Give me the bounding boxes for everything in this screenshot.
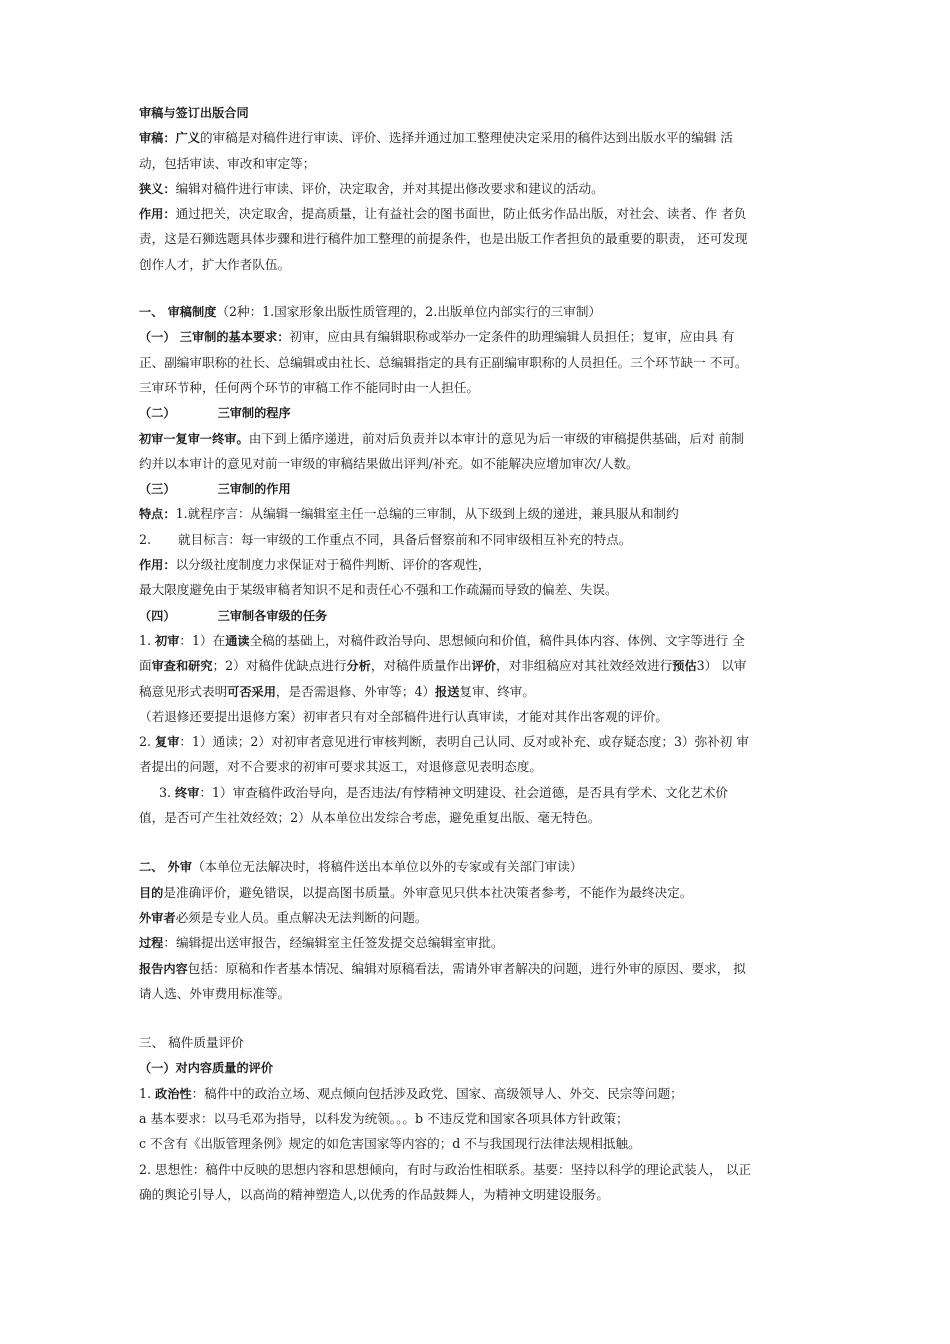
s2-line-4: 报告内容包括：原稿和作者基本情况、编辑对原稿看法，需请外审者解决的问题，进行外审的原因、要求， 拟	[139, 960, 746, 976]
s1-c-line-3: 作用：以分级社度制度力求保证对于稿件判断、评价的客观性，	[139, 557, 491, 573]
intro-line-5: 责，这是石狮选题具体步骤和进行稿件加工整理的前提条件，也是出版工作者担负的最重要的职责， 还可发现	[139, 231, 748, 247]
s1-d-line-5: 2. 复审：1）通读；2）对初审者意见进行审核判断，表明自己认同、反对或补充、或存疑态度；3）弥补初 审	[139, 734, 749, 750]
intro-line-1: 审稿：广义的审稿是对稿件进行审读、评价、选择并通过加工整理使决定采用的稿件达到出版水平的编辑 活	[139, 130, 733, 146]
section-3-heading: 三、 稿件质量评价	[139, 1035, 244, 1051]
s1-a-line-1: （一） 三审制的基本要求：初审，应由具有编辑职称或举办一定条件的助理编辑人员担任；复审，应由具 有	[139, 329, 735, 345]
s1-b-line-2: 约并以本审计的意见对前一审级的审稿结果做出评判/补充。如不能解决应增加审次/人数。	[139, 455, 639, 471]
s1-c-line-4: 最大限度避免由于某级审稿者知识不足和责任心不强和工作疏漏而导致的偏差、失误。	[139, 582, 618, 598]
s1-d-line-8: 值，是否可产生社效经效；2）从本单位出发综合考虑，避免重复出版、毫无特色。	[139, 810, 601, 826]
section-1-heading: 一、 审稿制度（2种：1.国家形象出版性质管理的，2.出版单位内部实行的三审制）	[139, 304, 602, 320]
s1-c-heading: （三） 三审制的作用	[139, 482, 291, 497]
doc-title	[139, 100, 829, 125]
s3-line-1: 1. 政治性：稿件中的政治立场、观点倾向包括涉及政党、国家、高级领导人、外交、民宗等问题；	[139, 1085, 683, 1101]
s1-d-line-4: （若退修还要提出退修方案）初审者只有对全部稿件进行认真审读，才能对其作出客观的评价。	[139, 708, 668, 724]
s3-line-3: c 不含有《出版管理条例》规定的如危害国家等内容的；d 不与我国现行法律法规相抵触。	[139, 1136, 641, 1152]
s3-line-4: 2. 思想性：稿件中反映的思想内容和思想倾向，有时与政治性相联系。基要：坚持以科学的理论武装人， 以正	[139, 1161, 751, 1177]
intro-line-6: 创作人才，扩大作者队伍。	[139, 256, 291, 272]
s2-line-5: 请人选、外审费用标准等。	[139, 985, 291, 1001]
s2-line-1: 目的是准确评价，避免错误，以提高图书质量。外审意见只供本社决策者参考，不能作为最终决定。	[139, 884, 693, 900]
s1-d-line-1: 1. 初审：1）在通读全稿的基础上，对稿件政治导向、思想倾向和价值，稿件具体内容、体例、文字等进行 全	[139, 632, 745, 648]
section-gap	[139, 830, 829, 854]
intro-line-2: 动，包括审读、审改和审定等；	[139, 155, 316, 171]
s2-line-2: 外审者必须是专业人员。重点解决无法判断的问题。	[139, 909, 428, 925]
s1-b-line-1: 初审一复审一终审。由下到上循序递进，前对后负责并以本审计的意见为后一审级的审稿提供基础，后对 前制	[139, 430, 744, 446]
s1-c-line-1: 特点：1.就程序言：从编辑一编辑室主任一总编的三审制，从下级到上级的递进，兼具服从和制约	[139, 506, 679, 522]
s1-d-line-6: 者提出的问题，对不合要求的初审可要求其返工，对退修意见表明态度。	[139, 759, 542, 775]
s1-c-line-2: 2. 就目标言：每一审级的工作重点不同，具备后督察前和不同审级相互补充的特点。	[139, 531, 632, 547]
section-gap	[139, 277, 829, 299]
s1-d-heading: （四） 三审制各审级的任务	[139, 608, 328, 623]
doc-title-text: 审稿与签订出版合同	[139, 106, 249, 120]
s3-line-5: 确的舆论引导人，以高尚的精神塑造人,以优秀的作品鼓舞人，为精神文明建设服务。	[139, 1186, 609, 1202]
s3-subheading: （一）对内容质量的评价	[139, 1061, 274, 1076]
document-page	[139, 100, 829, 1207]
s1-d-line-7: 3. 终审：1）审查稿件政治导向，是否违法/有悖精神文明建设、社会道德，是否具有学术、文化艺术价	[159, 784, 729, 800]
intro-line-4: 作用：通过把关，决定取舍，提高质量，让有益社会的图书面世，防止低劣作品出版，对社会、读者、作 者负	[139, 206, 747, 222]
section-gap	[139, 1006, 829, 1030]
s1-d-line-3: 稿意见形式表明可否采用，是否需退修、外审等；4）报送复审、终审。	[139, 683, 535, 699]
s1-a-line-3: 三审环节种，任何两个环节的审稿工作不能同时由一人担任。	[139, 379, 480, 395]
s1-d-line-2: 面审查和研究；2）对稿件优缺点进行分析，对稿件质量作出评价，对非组稿应对其社效经效进行预估3） 以审	[139, 658, 747, 674]
section-2-heading: 二、 外审（本单位无法解决时，将稿件送出本单位以外的专家或有关部门审读）	[139, 859, 583, 875]
s3-line-2: a 基本要求：以马毛邓为指导，以科发为统领。。。b 不违反党和国家各项具体方针政策；	[139, 1110, 629, 1126]
s1-a-line-2: 正、副编审职称的社长、总编辑或由社长、总编辑指定的具有正副编审职称的人员担任。三个环节缺一 不可。	[139, 354, 748, 370]
intro-line-3: 狭义：编辑对稿件进行审读、评价，决定取舍，并对其提出修改要求和建议的活动。	[139, 180, 604, 196]
s2-line-3: 过程：编辑提出送审报告，经编辑室主任签发提交总编辑室审批。	[139, 935, 504, 951]
s1-b-heading: （二） 三审制的程序	[139, 406, 291, 421]
